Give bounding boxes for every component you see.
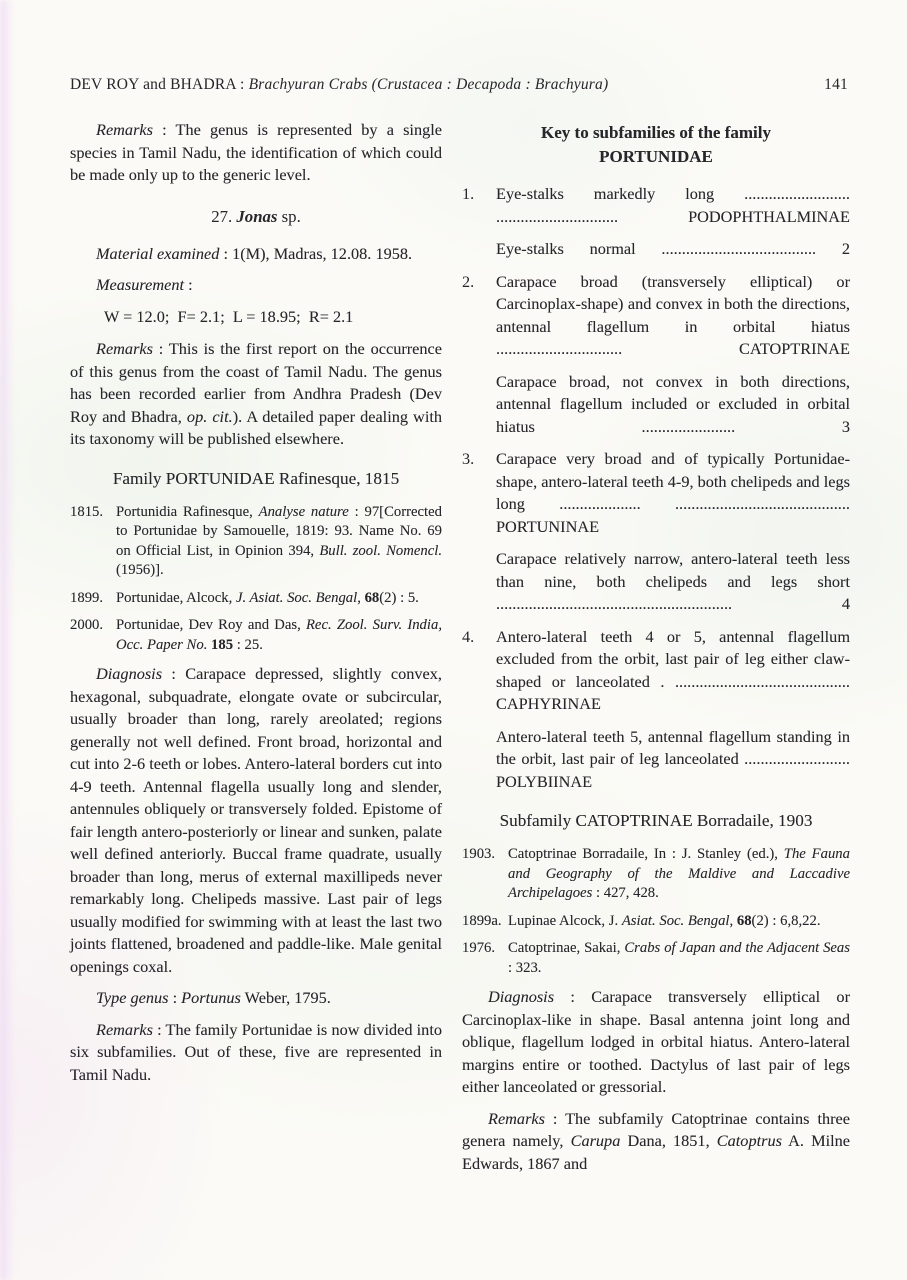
key-couplet-a: Eye-stalks markedly long .......................... .............................. PODOPHTHALMINAE [496,184,850,226]
family-synonymy-list [70,503,442,656]
key-heading-line1: Key to subfamilies of the family [541,123,771,142]
right-column [462,119,850,1184]
reference-entry [70,503,442,581]
species-heading: 27. Jonas sp. [211,206,301,226]
reference-entry [462,912,850,932]
key-couplet-a: Carapace very broad and of typically Portunidae-shape, antero-lateral teeth 4-9, both chelipeds and legs long .................... ........................................... PORTUNINAE [496,449,850,536]
key-item [462,626,850,794]
subfamily-remarks-paragraph: Remarks : The subfamily Catoptrinae contains three genera namely, Carupa Dana, 1851, Catoptrus A. Milne Edwards, 1867 and [462,1108,851,1173]
key-item-number: 1. [462,184,475,203]
key-item-number: 2. [462,271,475,291]
reference-entry [462,939,850,978]
measurement-label: Measurement : [96,275,193,294]
key-item [462,183,850,261]
reference-text: Lupinae Alcock, J. Asiat. Soc. Bengal, 68(2) : 6,8,22. [508,912,821,929]
key-couplet-b: Carapace broad, not convex in both directions, antennal flagellum included or excluded in orbital hiatus ....................... 3 [496,371,850,436]
key-item [462,271,850,439]
reference-year: 1899. [70,589,104,606]
reference-year: 1903. [462,846,496,862]
header-work-title: Brachyuran Crabs (Crustacea : Decapoda : Brachyura) [248,76,609,93]
key-couplet-a: Carapace broad (transversely elliptical) or Carcinoplax-shape) and convex in both the directions, antennal flagellum in orbital hiatus ............................... CATOPTRINAE [496,271,850,358]
running-header [70,76,848,94]
key-couplet-b: Carapace relatively narrow, antero-lateral teeth less than nine, both chelipeds and legs short .......................................................... 4 [496,549,850,613]
header-authors: DEV ROY and BHADRA : [70,76,249,93]
reference-year: 1976. [462,940,496,956]
reference-entry [70,589,442,609]
left-column [70,119,442,1184]
key-item-number: 4. [462,626,475,646]
subfamily-synonymy-list [462,845,850,978]
reference-text: Portunidia Rafinesque, Analyse nature : 97[Corrected to Portunidae by Samouelle, 1819: 93. Name No. 69 on Official List, in Opinion 394, Bull. zool. Nomencl. (1956)]. [116,503,442,578]
key-couplet-a: Antero-lateral teeth 4 or 5, antennal flagellum excluded from the orbit, last pair of leg either claw-shaped or lanceolated . ........................................... CAPHYRINAE [496,626,850,713]
diagnosis-paragraph: Diagnosis : Carapace depressed, slightly convex, hexagonal, subquadrate, elongate ovate or subcircular, usually broader than long, rarely areolated; regions generally not well defined. Front broad, horizontal and cut into 2-6 teeth or lobes. Antero-lateral borders cut into 4-9 teeth. Antennal flagella usually long and slender, antennules obliquely or transversely folded. Epistome of fair length antero-posteriorly or linear and sunken, palate well defined anteriorly. Buccal frame quadrate, usually broader than long, merus of external maxillipeds never remarkably long. Chelipeds massive. Last pair of legs usually modified for swimming with at least the last two joints flattened, broadened and paddle-like. Male genital openings coxal. [70,664,442,976]
type-genus-paragraph: Type genus : Portunus Weber, 1795. [96,988,331,1007]
remarks-family-paragraph: Remarks : The family Portunidae is now divided into six subfamilies. Out of these, five are represented in Tamil Nadu. [70,1019,442,1084]
two-column-text [70,119,850,1184]
family-heading: Family PORTUNIDAE Rafinesque, 1815 [112,468,400,488]
scan-edge-tint [0,0,14,1280]
reference-entry [462,845,850,904]
measurement-values: W = 12.0; F= 2.1; L = 18.95; R= 2.1 [104,306,354,326]
key-item-number: 3. [462,449,475,468]
reference-text: Portunidae, Dev Roy and Das, Rec. Zool. Surv. India, Occ. Paper No. 185 : 25. [116,617,443,653]
reference-year: 1899a. [462,912,502,929]
page-number: 141 [824,76,848,93]
reference-year: 2000. [70,617,104,633]
reference-text: Catoptrinae Borradaile, In : J. Stanley (ed.), The Fauna and Geography of the Maldive and Laccadive Archipelagoes : 427, 428. [508,846,850,901]
remarks-first-report-paragraph: Remarks : This is the first report on the occurrence of this genus from the coast of Tamil Nadu. The genus has been recorded earlier from Andhra Pradesh (Dev Roy and Bhadra, op. cit.). A detailed paper dealing with its taxonomy will be published elsewhere. [70,339,443,448]
material-examined-paragraph: Material examined : 1(M), Madras, 12.08. 1958. [96,243,413,263]
reference-entry [70,616,442,655]
remarks-genus-paragraph: Remarks : The genus is represented by a single species in Tamil Nadu, the identification of which could be made only up to the generic level. [70,120,442,184]
key-heading-line2: PORTUNIDAE [599,147,713,166]
key-couplet-b: Eye-stalks normal ...................................... 2 [496,239,850,258]
key-couplet-b: Antero-lateral teeth 5, antennal flagellum standing in the orbit, last pair of leg lanceolated .......................... POLYBIINAE [496,726,850,791]
reference-text: Catoptrinae, Sakai, Crabs of Japan and the Adjacent Seas : 323. [508,940,850,976]
reference-text: Portunidae, Alcock, J. Asiat. Soc. Bengal, 68(2) : 5. [116,589,419,606]
key-heading [462,121,850,169]
running-header-title [70,76,608,94]
subfamily-heading: Subfamily CATOPTRINAE Borradaile, 1903 [499,811,813,830]
key-item [462,448,850,616]
subfamily-diagnosis-paragraph: Diagnosis : Carapace transversely elliptical or Carcinoplax-like in shape. Basal antenna joint long and oblique, flagellum lodged in orbital hiatus. Antero-lateral margins entire or toothed. Dactylus of last pair of legs either lanceolated or gressorial. [462,987,850,1096]
reference-year: 1815. [70,503,104,520]
